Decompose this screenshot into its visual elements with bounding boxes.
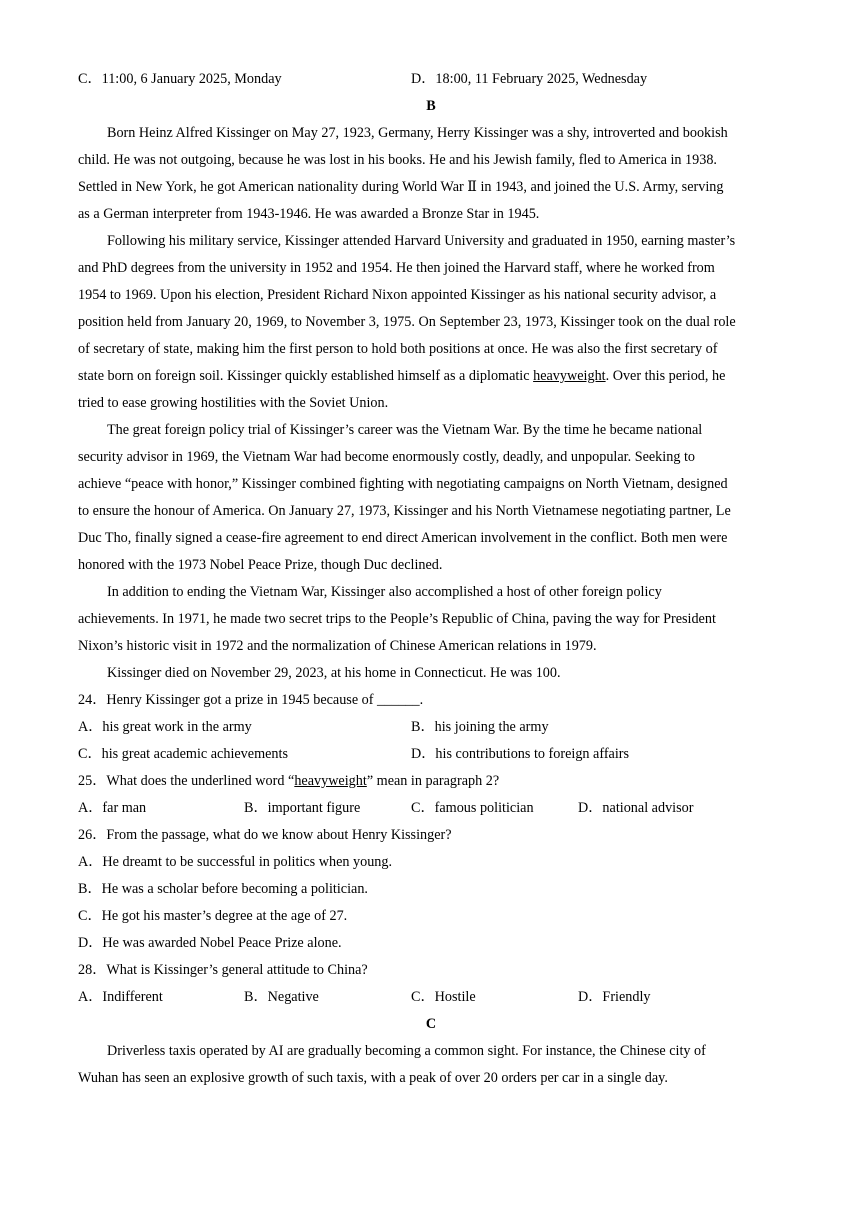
question-25 <box>78 768 784 822</box>
text-line: child. He was not outgoing, because he was lost in his books. He and his Jewish family, fled to America in 1938. <box>78 152 717 168</box>
section-b-heading: B <box>426 98 436 114</box>
text-line: The great foreign policy trial of Kissinger’s career was the Vietnam War. By the time he became national <box>107 422 703 438</box>
section-b-paragraph-4 <box>78 579 784 660</box>
option-row <box>78 984 784 1011</box>
section-c-heading: C <box>425 1016 437 1032</box>
underlined-word: heavyweight <box>533 368 606 384</box>
option-c: C．his great academic achievements <box>78 746 288 762</box>
section-b-paragraph-1 <box>78 120 784 228</box>
text-line: In addition to ending the Vietnam War, Kissinger also accomplished a host of other foreign policy <box>107 584 662 600</box>
question-26 <box>78 822 784 957</box>
text-line: Settled in New York, he got American nationality during World War Ⅱ in 1943, and joined the U.S. Army, serving <box>78 179 724 195</box>
underlined-word: heavyweight <box>294 773 367 789</box>
text-line: Wuhan has seen an explosive growth of such taxis, with a peak of over 20 orders per car in a single day. <box>78 1070 668 1086</box>
text-line: position held from January 20, 1969, to November 3, 1975. On September 23, 1973, Kissinger took on the dual role <box>78 314 736 330</box>
option-c: C．He got his master’s degree at the age of 27. <box>78 908 348 924</box>
option-a: A．far man <box>78 800 147 816</box>
text-line: Born Heinz Alfred Kissinger on May 27, 1923, Germany, Herry Kissinger was a shy, introverted and bookish <box>107 125 728 141</box>
text-line: achieve “peace with honor,” Kissinger combined fighting with negotiating campaigns on North Vietnam, designed <box>78 476 728 492</box>
option-b: B．important figure <box>244 800 361 816</box>
text-line: Duc Tho, finally signed a cease-fire agreement to end direct American involvement in the conflict. Both men were <box>78 530 728 546</box>
text-line: and PhD degrees from the university in 1952 and 1954. He then joined the Harvard staff, where he worked from <box>78 260 715 276</box>
text-run: state born on foreign soil. Kissinger quickly established himself as a diplomatic <box>78 368 534 384</box>
document-page <box>78 66 784 1092</box>
question-28 <box>78 957 784 1011</box>
text-line: Following his military service, Kissinger attended Harvard University and graduated in 1950, earning master’s <box>107 233 736 249</box>
text-run: 25．What does the underlined word “ <box>78 773 295 789</box>
option-a: A．his great work in the army <box>78 719 252 735</box>
question-stem: 28．What is Kissinger’s general attitude to China? <box>78 962 368 978</box>
text-line: security advisor in 1969, the Vietnam War had become enormously costly, deadly, and unpopular. Seeking to <box>78 449 695 465</box>
text-line: tried to ease growing hostilities with the Soviet Union. <box>78 395 389 411</box>
text-line: of secretary of state, making him the first person to hold both positions at once. He was also the first secretary of <box>78 341 718 357</box>
option-c: C．11:00, 6 January 2025, Monday <box>78 71 282 87</box>
text-line: honored with the 1973 Nobel Peace Prize, though Duc declined. <box>78 557 443 573</box>
option-b: B．Negative <box>244 989 319 1005</box>
option-c: C．famous politician <box>411 800 534 816</box>
text-line: achievements. In 1971, he made two secret trips to the People’s Republic of China, paving the way for President <box>78 611 716 627</box>
option-d: D．Friendly <box>578 989 651 1005</box>
option-row <box>78 741 784 768</box>
option-c: C．Hostile <box>411 989 476 1005</box>
section-b-paragraph-2 <box>78 228 784 417</box>
option-d: D．He was awarded Nobel Peace Prize alone. <box>78 935 342 951</box>
option-row <box>78 795 784 822</box>
question-stem: 24．Henry Kissinger got a prize in 1945 because of ______. <box>78 692 424 708</box>
option-a: A．Indifferent <box>78 989 163 1005</box>
text-line <box>78 363 784 390</box>
section-b-paragraph-5: Kissinger died on November 29, 2023, at his home in Connecticut. He was 100. <box>107 665 561 681</box>
previous-question-options <box>78 66 784 93</box>
text-run: . Over this period, he <box>605 368 726 384</box>
text-line: Nixon’s historic visit in 1972 and the normalization of Chinese American relations in 1979. <box>78 638 597 654</box>
option-b: B．his joining the army <box>411 719 549 735</box>
text-line: to ensure the honour of America. On January 27, 1973, Kissinger and his North Vietnamese negotiating partner, Le <box>78 503 731 519</box>
text-run: ” mean in paragraph 2? <box>366 773 500 789</box>
option-b: B．He was a scholar before becoming a politician. <box>78 881 368 897</box>
option-d: D．national advisor <box>578 800 694 816</box>
question-24 <box>78 687 784 768</box>
text-line: as a German interpreter from 1943-1946. He was awarded a Bronze Star in 1945. <box>78 206 540 222</box>
option-d: D．his contributions to foreign affairs <box>411 746 630 762</box>
question-stem: 26．From the passage, what do we know about Henry Kissinger? <box>78 827 452 843</box>
option-row <box>78 714 784 741</box>
option-a: A．He dreamt to be successful in politics when young. <box>78 854 393 870</box>
text-line: Driverless taxis operated by AI are gradually becoming a common sight. For instance, the Chinese city of <box>107 1043 706 1059</box>
option-d: D．18:00, 11 February 2025, Wednesday <box>411 71 648 87</box>
section-b-paragraph-3 <box>78 417 784 579</box>
text-line: 1954 to 1969. Upon his election, President Richard Nixon appointed Kissinger as his national security advisor, a <box>78 287 717 303</box>
section-c-paragraph-1 <box>78 1038 784 1092</box>
question-stem <box>78 768 784 795</box>
